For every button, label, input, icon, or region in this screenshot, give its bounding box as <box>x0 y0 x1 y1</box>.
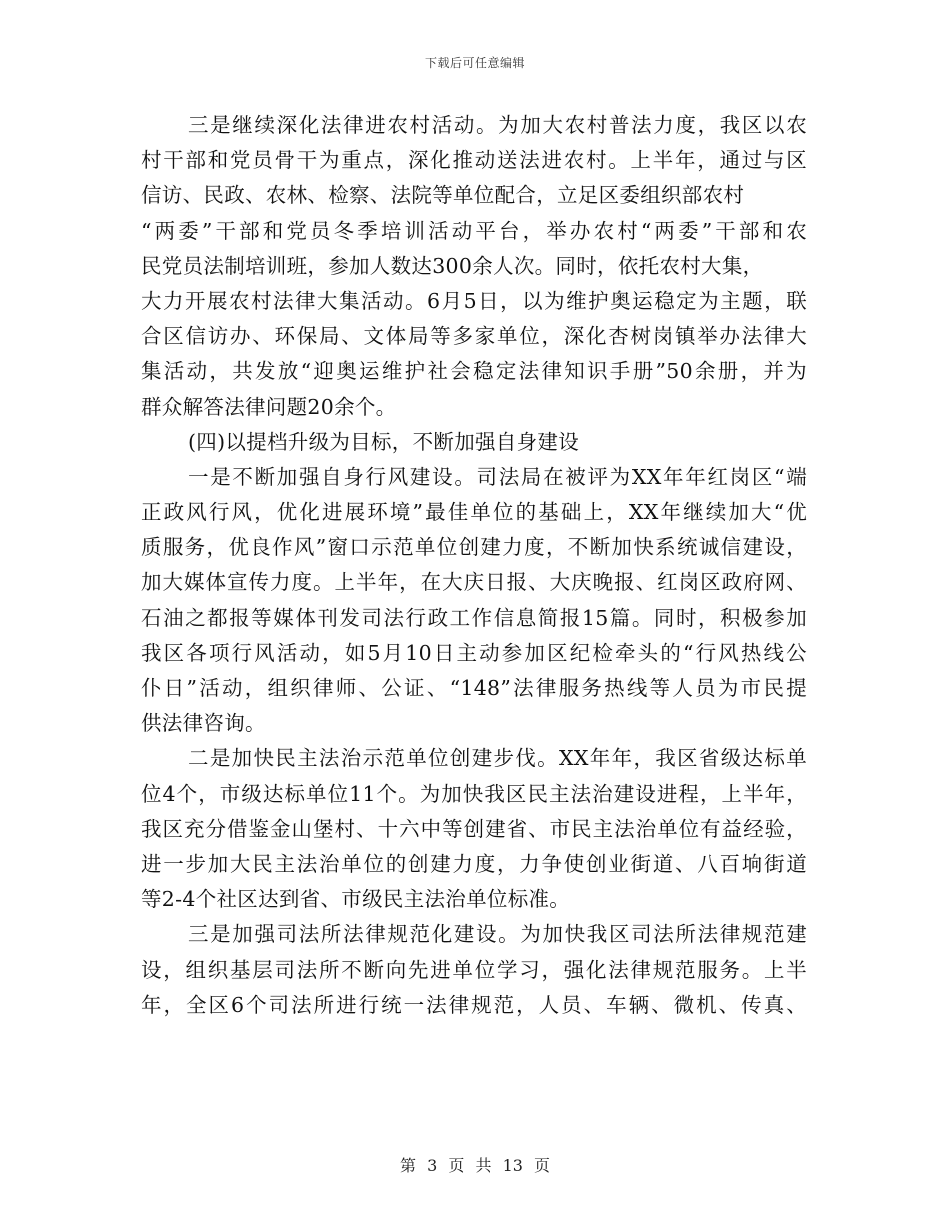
footer-label-di: 第 <box>399 1156 416 1175</box>
text-line: 加大媒体宣传力度。上半年，在大庆日报、大庆晚报、红岗区政府网、 <box>141 570 807 595</box>
text-line: 我区充分借鉴金山堡村、十六中等创建省、市民主法治单位有益经验， <box>141 816 807 841</box>
footer-label-gong: 共 <box>475 1156 492 1175</box>
text-line: (四)以提档升级为目标，不断加强自身建设 <box>188 429 579 454</box>
text-line: 村干部和党员骨干为重点，深化推动送法进农村。上半年，通过与区 <box>141 148 807 173</box>
text-line: 位4个，市级达标单位11个。为加快我区民主法治建设进程，上半年， <box>141 781 807 806</box>
text-line: 等2-4个社区达到省、市级民主法治单位标准。 <box>141 887 571 912</box>
text-line: 信访、民政、农林、检察、法院等单位配合，立足区委组织部农村 <box>141 183 745 208</box>
footer-page-total: 13 <box>502 1156 523 1175</box>
footer-label-ye2: 页 <box>534 1156 551 1175</box>
text-line: 三是加强司法所法律规范化建设。为加快我区司法所法律规范建 <box>188 922 807 947</box>
text-line: 石油之都报等媒体刊发司法行政工作信息简报15篇。同时，积极参加 <box>141 605 807 630</box>
text-line: 二是加快民主法治示范单位创建步伐。XX年年，我区省级达标单 <box>188 746 807 771</box>
text-line: 仆日”活动，组织律师、公证、“148”法律服务热线等人员为市民提 <box>141 676 807 700</box>
text-line: 合区信访办、环保局、文体局等多家单位，深化杏树岗镇举办法律大 <box>141 324 807 349</box>
text-line: “两委”干部和党员冬季培训活动平台，举办农村“两委”干部和农 <box>141 218 807 243</box>
text-line: 年，全区6个司法所进行统一法律规范，人员、车辆、微机、传真、 <box>141 992 807 1017</box>
footer-label-ye: 页 <box>448 1156 465 1175</box>
document-body <box>141 108 807 1023</box>
page-footer <box>0 1153 950 1176</box>
text-line: 供法律咨询。 <box>141 711 266 736</box>
text-line: 我区各项行风活动，如5月10日主动参加区纪检牵头的“行风热线公 <box>141 640 807 665</box>
text-line: 三是继续深化法律进农村活动。为加大农村普法力度，我区以农 <box>188 113 807 137</box>
text-line: 大力开展农村法律大集活动。6月5日，以为维护奥运稳定为主题，联 <box>141 288 807 313</box>
page-header: 下载后可任意编辑 <box>424 56 525 70</box>
text-line: 设，组织基层司法所不断向先进单位学习，强化法律规范服务。上半 <box>141 957 807 982</box>
text-line: 集活动，共发放“迎奥运维护社会稳定法律知识手册”50余册，并为 <box>141 359 807 384</box>
footer-page-current: 3 <box>427 1156 438 1175</box>
text-line: 群众解答法律问题20余个。 <box>141 394 397 419</box>
text-line: 质服务，优良作风”窗口示范单位创建力度，不断加快系统诚信建设， <box>141 535 807 560</box>
text-line: 进一步加大民主法治单位的创建力度，力争使创业街道、八百垧街道 <box>141 851 807 876</box>
text-line: 正政风行风，优化进展环境”最佳单位的基础上，XX年继续加大“优 <box>141 500 807 525</box>
text-line: 民党员法制培训班，参加人数达300余人次。同时，依托农村大集， <box>141 253 764 278</box>
text-line: 一是不断加强自身行风建设。司法局在被评为XX年年红岗区“端 <box>188 464 807 489</box>
